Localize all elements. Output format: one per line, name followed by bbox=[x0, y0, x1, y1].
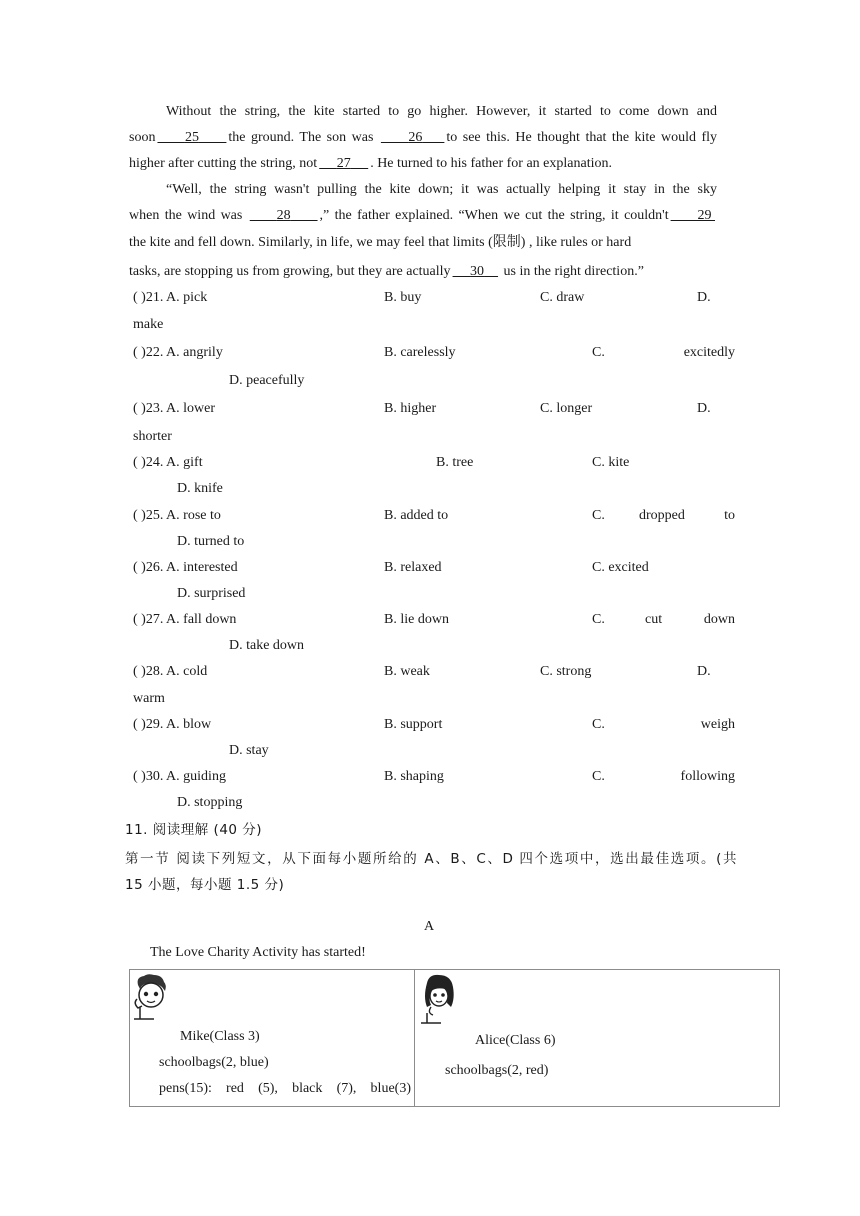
question-23: ( )23. A. lower B. higher C. longer D. bbox=[133, 401, 711, 416]
passage-line-2: soon 25 the ground. The son was 26 to see this. He thought that the kite would fly bbox=[129, 130, 718, 145]
question-27: ( )27. A. fall down B. lie down C. cut down bbox=[133, 612, 735, 627]
passage-line-7: tasks, are stopping us from growing, but they are actually 30 us in the right direction.” bbox=[129, 264, 644, 279]
blank-27: 27 bbox=[336, 156, 351, 171]
section-heading: 11. 阅读理解 (40 分) bbox=[125, 822, 263, 838]
blank-29: 29 bbox=[697, 208, 712, 223]
blank-30: 30 bbox=[470, 264, 485, 279]
passage-line-1: Without the string, the kite started to go higher. However, it started to come down and bbox=[166, 104, 717, 119]
question-24: ( )24. A. gift B. tree C. kite bbox=[133, 455, 630, 470]
question-30-cont: D. stopping bbox=[177, 795, 243, 810]
question-28: ( )28. A. cold B. weak C. strong D. bbox=[133, 664, 711, 679]
question-21-cont: make bbox=[133, 317, 164, 332]
passage-intro: The Love Charity Activity has started! bbox=[150, 945, 366, 960]
question-23-cont: shorter bbox=[133, 429, 172, 444]
question-22: ( )22. A. angrily B. carelessly C. excitedly bbox=[133, 345, 735, 360]
girl-avatar-icon bbox=[417, 973, 461, 1025]
question-27-cont: D. take down bbox=[229, 638, 305, 653]
boy-avatar-icon bbox=[132, 973, 170, 1021]
section-instruction-line-2: 15 小题，每小题 1.5 分) bbox=[125, 877, 285, 893]
question-24-cont: D. knife bbox=[177, 481, 223, 496]
question-29-cont: D. stay bbox=[229, 743, 269, 758]
alice-cell bbox=[415, 970, 780, 1107]
question-22-cont: D. peacefully bbox=[229, 373, 305, 388]
charity-table bbox=[129, 969, 780, 1107]
passage-line-6: the kite and fell down. Similarly, in life, we may feel that limits (限制) , like rules or hard bbox=[129, 235, 632, 250]
blank-25: 25 bbox=[184, 130, 199, 145]
alice-item-1: schoolbags(2, red) bbox=[445, 1063, 549, 1078]
passage-line-3: higher after cutting the string, not 27 . He turned to his father for an explanation. bbox=[129, 156, 612, 171]
passage-line-5: when the wind was 28 ,” the father explained. “When we cut the string, it couldn't 29 bbox=[129, 208, 712, 223]
question-30: ( )30. A. guiding B. shaping C. following bbox=[133, 769, 735, 784]
question-28-cont: warm bbox=[133, 691, 165, 706]
question-26-cont: D. surprised bbox=[177, 586, 246, 601]
question-26: ( )26. A. interested B. relaxed C. excited bbox=[133, 560, 649, 575]
blank-26: 26 bbox=[408, 130, 423, 145]
passage-line-4: “Well, the string wasn't pulling the kite down; it was actually helping it stay in the sky bbox=[166, 182, 717, 197]
question-25: ( )25. A. rose to B. added to C. dropped to bbox=[133, 508, 735, 523]
passage-letter: A bbox=[424, 919, 435, 934]
question-25-cont: D. turned to bbox=[177, 534, 245, 549]
alice-name: Alice(Class 6) bbox=[475, 1033, 556, 1048]
question-29: ( )29. A. blow B. support C. weigh bbox=[133, 717, 735, 732]
question-21: ( )21. A. pick B. buy C. draw D. bbox=[133, 290, 711, 305]
mike-cell bbox=[130, 970, 415, 1107]
blank-28: 28 bbox=[276, 208, 291, 223]
mike-name: Mike(Class 3) bbox=[180, 1029, 260, 1044]
section-instruction-line-1: 第一节 阅读下列短文，从下面每小题所给的 A、B、C、D 四个选项中，选出最佳选项。(共 bbox=[125, 851, 737, 867]
mike-item-2: pens(15): red (5), black (7), blue(3) bbox=[159, 1081, 411, 1096]
mike-item-1: schoolbags(2, blue) bbox=[159, 1055, 269, 1070]
